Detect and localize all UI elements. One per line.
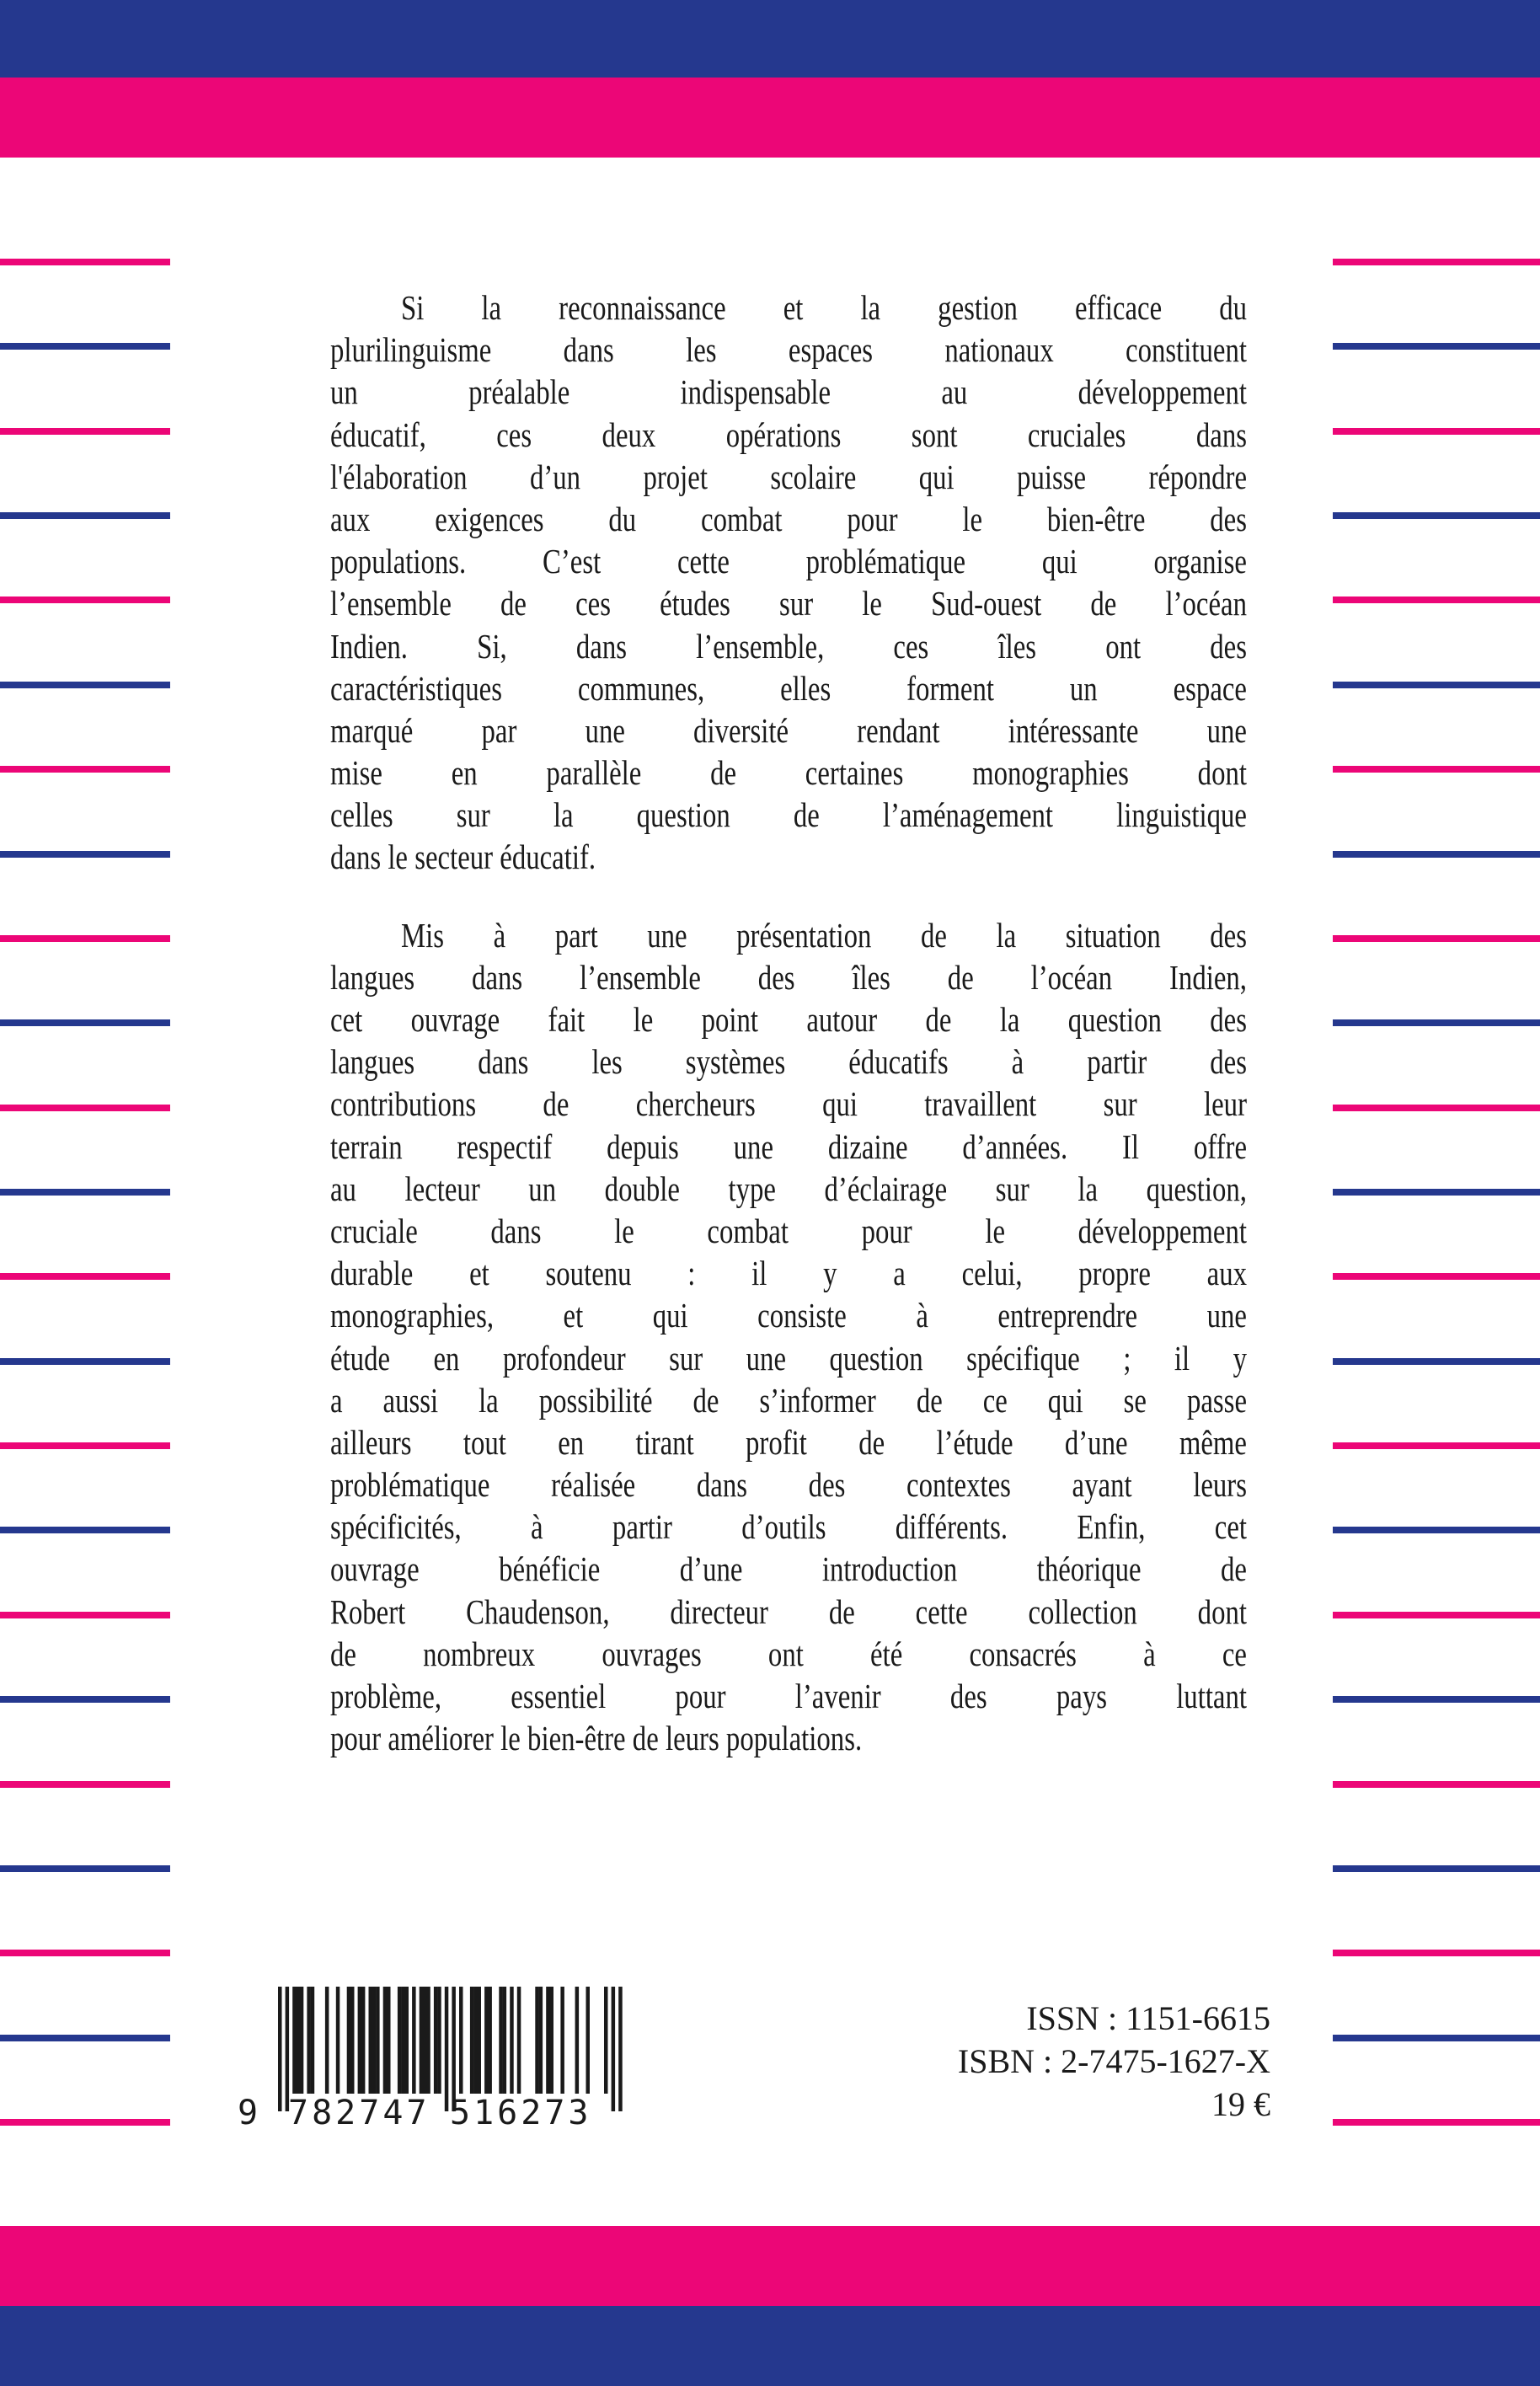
paragraph-2 — [330, 914, 1247, 1760]
text-line: ailleurs tout en tirant profit de l’étude d’une même — [330, 1422, 1247, 1462]
text-line: problème, essentiel pour l’avenir des pays luttant — [330, 1677, 1247, 1715]
barcode-first-digit: 9 — [238, 2094, 259, 2132]
right-rule-blue — [1333, 1527, 1540, 1533]
text-line: l’ensemble de ces études sur le Sud-ouest de l’océan — [330, 584, 1247, 623]
right-rule-blue — [1333, 1358, 1540, 1365]
text-line: problématique réalisée dans des contextes ayant leurs — [330, 1465, 1247, 1505]
left-rule-pink — [0, 428, 170, 435]
right-rule-pink — [1333, 766, 1540, 773]
text-line: dans le secteur éducatif. — [330, 837, 596, 877]
price-label: 19 € — [1211, 2085, 1270, 2123]
text-line: un préalable indispensable au développement — [330, 372, 1247, 412]
text-line: pour améliorer le bien-être de leurs populations. — [330, 1719, 863, 1758]
text-line: ouvrage bénéficie d’une introduction théorique de — [330, 1549, 1247, 1589]
right-rule-pink — [1333, 1442, 1540, 1449]
right-rule-blue — [1333, 851, 1540, 858]
right-rule-blue — [1333, 1019, 1540, 1026]
left-rule-blue — [0, 1865, 170, 1872]
text-line: l'élaboration d’un projet scolaire qui puisse répondre — [330, 457, 1247, 496]
isbn-barcode — [238, 1985, 625, 2137]
top-blue-band — [0, 0, 1540, 78]
left-rule-pink — [0, 259, 170, 265]
text-line: Robert Chaudenson, directeur de cette collection dont — [330, 1592, 1247, 1631]
bottom-blue-band — [0, 2306, 1540, 2386]
left-rule-pink — [0, 1442, 170, 1449]
right-rule-pink — [1333, 259, 1540, 265]
left-rule-blue — [0, 682, 170, 688]
left-rule-pink — [0, 1781, 170, 1788]
left-rule-pink — [0, 596, 170, 603]
barcode-group-2: 516273 — [450, 2094, 592, 2132]
text-line: contributions de chercheurs qui travaillent sur leur — [330, 1084, 1247, 1124]
isbn-label: ISBN : 2-7475-1627-X — [957, 2042, 1270, 2080]
left-rule-blue — [0, 1358, 170, 1365]
text-line: cet ouvrage fait le point autour de la question des — [330, 1000, 1247, 1039]
left-rule-pink — [0, 1105, 170, 1111]
left-rule-blue — [0, 512, 170, 519]
right-rule-blue — [1333, 1865, 1540, 1872]
text-line: Indien. Si, dans l’ensemble, ces îles ont des — [330, 626, 1247, 666]
bottom-pink-band — [0, 2226, 1540, 2306]
left-rule-pink — [0, 1273, 170, 1280]
right-rule-pink — [1333, 1273, 1540, 1280]
text-line: mise en parallèle de certaines monographies dont — [330, 753, 1247, 793]
barcode-digits — [238, 2092, 625, 2134]
text-line: celles sur la question de l’aménagement linguistique — [330, 795, 1247, 835]
left-rule-blue — [0, 343, 170, 350]
right-rule-pink — [1333, 596, 1540, 603]
text-line: au lecteur un double type d’éclairage sur la question, — [330, 1169, 1247, 1208]
text-line: monographies, et qui consiste à entreprendre une — [330, 1296, 1247, 1335]
right-rule-pink — [1333, 1105, 1540, 1111]
left-rule-pink — [0, 1950, 170, 1956]
left-rule-blue — [0, 1696, 170, 1703]
text-line: langues dans les systèmes éducatifs à partir des — [330, 1042, 1247, 1082]
barcode-group-1: 782747 — [288, 2094, 430, 2132]
text-line: marqué par une diversité rendant intéressante une — [330, 710, 1247, 750]
left-rule-pink — [0, 1612, 170, 1618]
text-line: cruciale dans le combat pour le développement — [330, 1211, 1247, 1250]
issn-label: ISSN : 1151-6615 — [1026, 1999, 1270, 2037]
text-line: étude en profondeur sur une question spécifique ; il y — [330, 1338, 1247, 1378]
text-line: terrain respectif depuis une dizaine d’années. Il offre — [330, 1126, 1247, 1166]
text-line: éducatif, ces deux opérations sont cruciales dans — [330, 415, 1247, 454]
right-rule-blue — [1333, 2035, 1540, 2041]
left-rule-pink — [0, 2119, 170, 2126]
back-cover-blurb — [330, 286, 1247, 1759]
text-line: langues dans l’ensemble des îles de l’océan Indien, — [330, 957, 1247, 997]
right-rule-blue — [1333, 343, 1540, 350]
text-line: Si la reconnaissance et la gestion efficace du — [401, 288, 1247, 327]
right-rule-pink — [1333, 2119, 1540, 2126]
right-rule-blue — [1333, 682, 1540, 688]
paragraph-1 — [330, 286, 1247, 879]
right-rule-blue — [1333, 512, 1540, 519]
right-rule-pink — [1333, 1950, 1540, 1956]
right-rule-pink — [1333, 428, 1540, 435]
left-rule-blue — [0, 851, 170, 858]
text-line: spécificités, à partir d’outils différents. Enfin, cet — [330, 1507, 1247, 1547]
text-line: durable et soutenu : il y a celui, propre aux — [330, 1254, 1247, 1293]
right-rule-pink — [1333, 1612, 1540, 1618]
left-rule-pink — [0, 766, 170, 773]
text-line: de nombreux ouvrages ont été consacrés à ce — [330, 1634, 1247, 1673]
right-rule-blue — [1333, 1189, 1540, 1196]
text-line: populations. C’est cette problématique qui organise — [330, 542, 1247, 581]
text-line: caractéristiques communes, elles forment un espace — [330, 668, 1247, 708]
left-rule-blue — [0, 1189, 170, 1196]
right-rule-pink — [1333, 1781, 1540, 1788]
text-line: plurilinguisme dans les espaces nationaux constituent — [330, 330, 1247, 370]
right-rule-blue — [1333, 1696, 1540, 1703]
text-line: a aussi la possibilité de s’informer de ce qui se passe — [330, 1380, 1247, 1420]
left-rule-pink — [0, 935, 170, 942]
publication-info — [958, 1997, 1270, 2126]
text-line: aux exigences du combat pour le bien-être des — [330, 499, 1247, 538]
top-pink-band — [0, 78, 1540, 158]
text-line: Mis à part une présentation de la situation des — [401, 915, 1247, 955]
left-rule-blue — [0, 1527, 170, 1533]
left-rule-blue — [0, 1019, 170, 1026]
left-rule-blue — [0, 2035, 170, 2041]
right-rule-pink — [1333, 935, 1540, 942]
